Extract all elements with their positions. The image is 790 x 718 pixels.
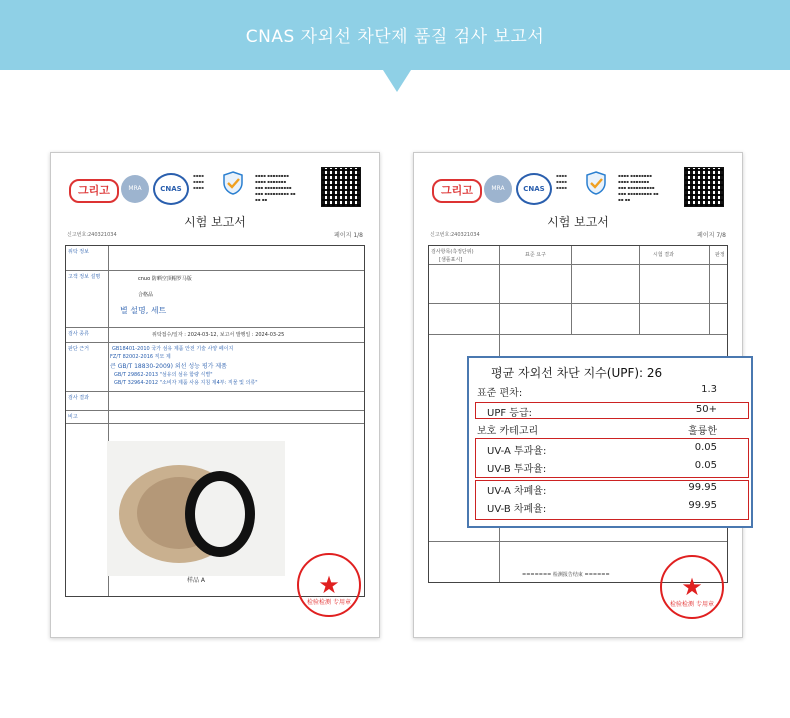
report-page-left (50, 152, 380, 638)
row-label: 위탁 정보 (68, 249, 89, 255)
report-header (65, 165, 365, 211)
column-header: 표준 요구 (525, 252, 546, 258)
report-end-note: ======= 检测报告结束 ====== (522, 572, 610, 578)
summary-label: UV-B 차폐율: (487, 504, 547, 515)
summary-value: 1.3 (701, 384, 717, 395)
sample-caption: 样品 A (186, 577, 205, 584)
row-label: 검사 결과 (68, 395, 89, 401)
grigo-logo: 그리고 (69, 179, 119, 203)
contact-info: ▪▪▪▪ ▪▪▪▪▪▪▪▪ ▪▪▪▪ ▪▪▪▪▪▪▪ ▪▪▪ ▪▪▪▪▪▪▪▪▪▪ ▪▪▪ ▪▪▪▪▪▪▪▪▪ ▪▪ ▪▪ ▪▪ (618, 173, 659, 202)
cnas-number: ▪▪▪▪ ▪▪▪▪ ▪▪▪▪ (193, 173, 204, 190)
table-row (66, 343, 364, 392)
table-row (66, 392, 364, 411)
upf-average-title: 평균 자외선 차단 지수(UPF): 26 (491, 366, 663, 380)
qr-code (684, 167, 724, 207)
row-label: 고객 정보 설명 (68, 274, 101, 280)
table-row (66, 411, 364, 424)
summary-value: 0.05 (694, 442, 717, 453)
official-seal (297, 553, 361, 617)
banner-arrow (383, 70, 411, 92)
column-header: 판정 (715, 252, 725, 258)
sample-photo (107, 441, 285, 576)
standard-item: GB/T 29862-2013 "섬유의 섬유 함량 식별" (114, 372, 213, 378)
star-icon: ★ (318, 571, 340, 599)
contact-info: ▪▪▪▪ ▪▪▪▪▪▪▪▪ ▪▪▪▪ ▪▪▪▪▪▪▪ ▪▪▪ ▪▪▪▪▪▪▪▪▪▪ ▪▪▪ ▪▪▪▪▪▪▪▪▪ ▪▪ ▪▪ ▪▪ (255, 173, 296, 202)
cnas-logo: CNAS (153, 173, 189, 205)
report-title: 시험 보고서 (547, 215, 609, 229)
table-row (66, 246, 364, 271)
grigo-logo: 그리고 (432, 179, 482, 203)
header-banner (0, 0, 790, 70)
report-title: 시험 보고서 (184, 215, 246, 229)
seal-text: 检验检测 专用章 (670, 601, 714, 608)
standard-item: 큰 GB/T 18830-2009) 외선 성능 평가 제품 (110, 363, 227, 370)
column-subheader: [샘플표시] (439, 257, 463, 263)
cnas-logo: CNAS (516, 173, 552, 205)
official-seal (660, 555, 724, 619)
certification-check-icon (584, 171, 608, 195)
report-number: 신고번호:240321034 (430, 232, 480, 238)
certification-check-icon (221, 171, 245, 195)
summary-label: 보호 카테고리 (477, 426, 539, 437)
ilac-mra-logo: MRA (484, 175, 512, 203)
page-number: 페이지 7/8 (697, 232, 726, 239)
standard-item: GB18401-2010 국가 섬유 제품 안전 기술 사양 페이지 (112, 346, 234, 352)
upf-summary-panel (467, 356, 753, 528)
row-label: 검사 종류 (68, 331, 89, 337)
banner-title: CNAS 자외선 차단제 품질 검사 보고서 (245, 27, 545, 47)
summary-label: UV-A 투과율: (487, 446, 547, 457)
qr-code (321, 167, 361, 207)
page-number: 페이지 1/8 (334, 232, 363, 239)
product-name: cnuo 防晒空顶帽罗马版 (138, 276, 192, 282)
table-row (66, 328, 364, 343)
summary-label: UV-B 투과율: (487, 464, 547, 475)
ilac-mra-logo: MRA (121, 175, 149, 203)
summary-value: 99.95 (688, 482, 717, 493)
standard-item: FZ/T 82002-2016 직모 제 (110, 354, 171, 360)
summary-value: 훌륭한 (688, 426, 717, 437)
seal-text: 检验检测 专用章 (307, 599, 351, 606)
table-header-row (429, 246, 727, 265)
summary-value: 50+ (695, 404, 717, 415)
row-label: 판단 근거 (68, 346, 89, 352)
row-label: 비고 (68, 414, 78, 420)
report-header (428, 165, 728, 211)
table-row (66, 271, 364, 328)
summary-label: 표준 편차: (477, 388, 523, 399)
inspection-date: 위탁접수/일자 : 2024-03-12, 보고서 발행일 : 2024-03-25 (152, 332, 285, 338)
report-number: 신고번호:240321034 (67, 232, 117, 238)
product-grade: 合格品 (138, 292, 154, 298)
column-header: 검사항목(측정단위) (431, 249, 474, 255)
star-icon: ★ (681, 573, 703, 601)
summary-value: 0.05 (694, 460, 717, 471)
column-header: 시험 결과 (653, 252, 674, 258)
summary-label: UPF 등급: (487, 408, 532, 419)
standard-item: GB/T 32964-2012 "소비자 제품 사용 지침 제4부: 직물 및 의류" (114, 380, 258, 386)
summary-label: UV-A 차폐율: (487, 486, 547, 497)
summary-value: 99.95 (688, 500, 717, 511)
table-row (429, 265, 727, 304)
cnas-number: ▪▪▪▪ ▪▪▪▪ ▪▪▪▪ (556, 173, 567, 190)
product-description: 별 설명, 세트 (120, 306, 167, 315)
table-row (429, 304, 727, 335)
